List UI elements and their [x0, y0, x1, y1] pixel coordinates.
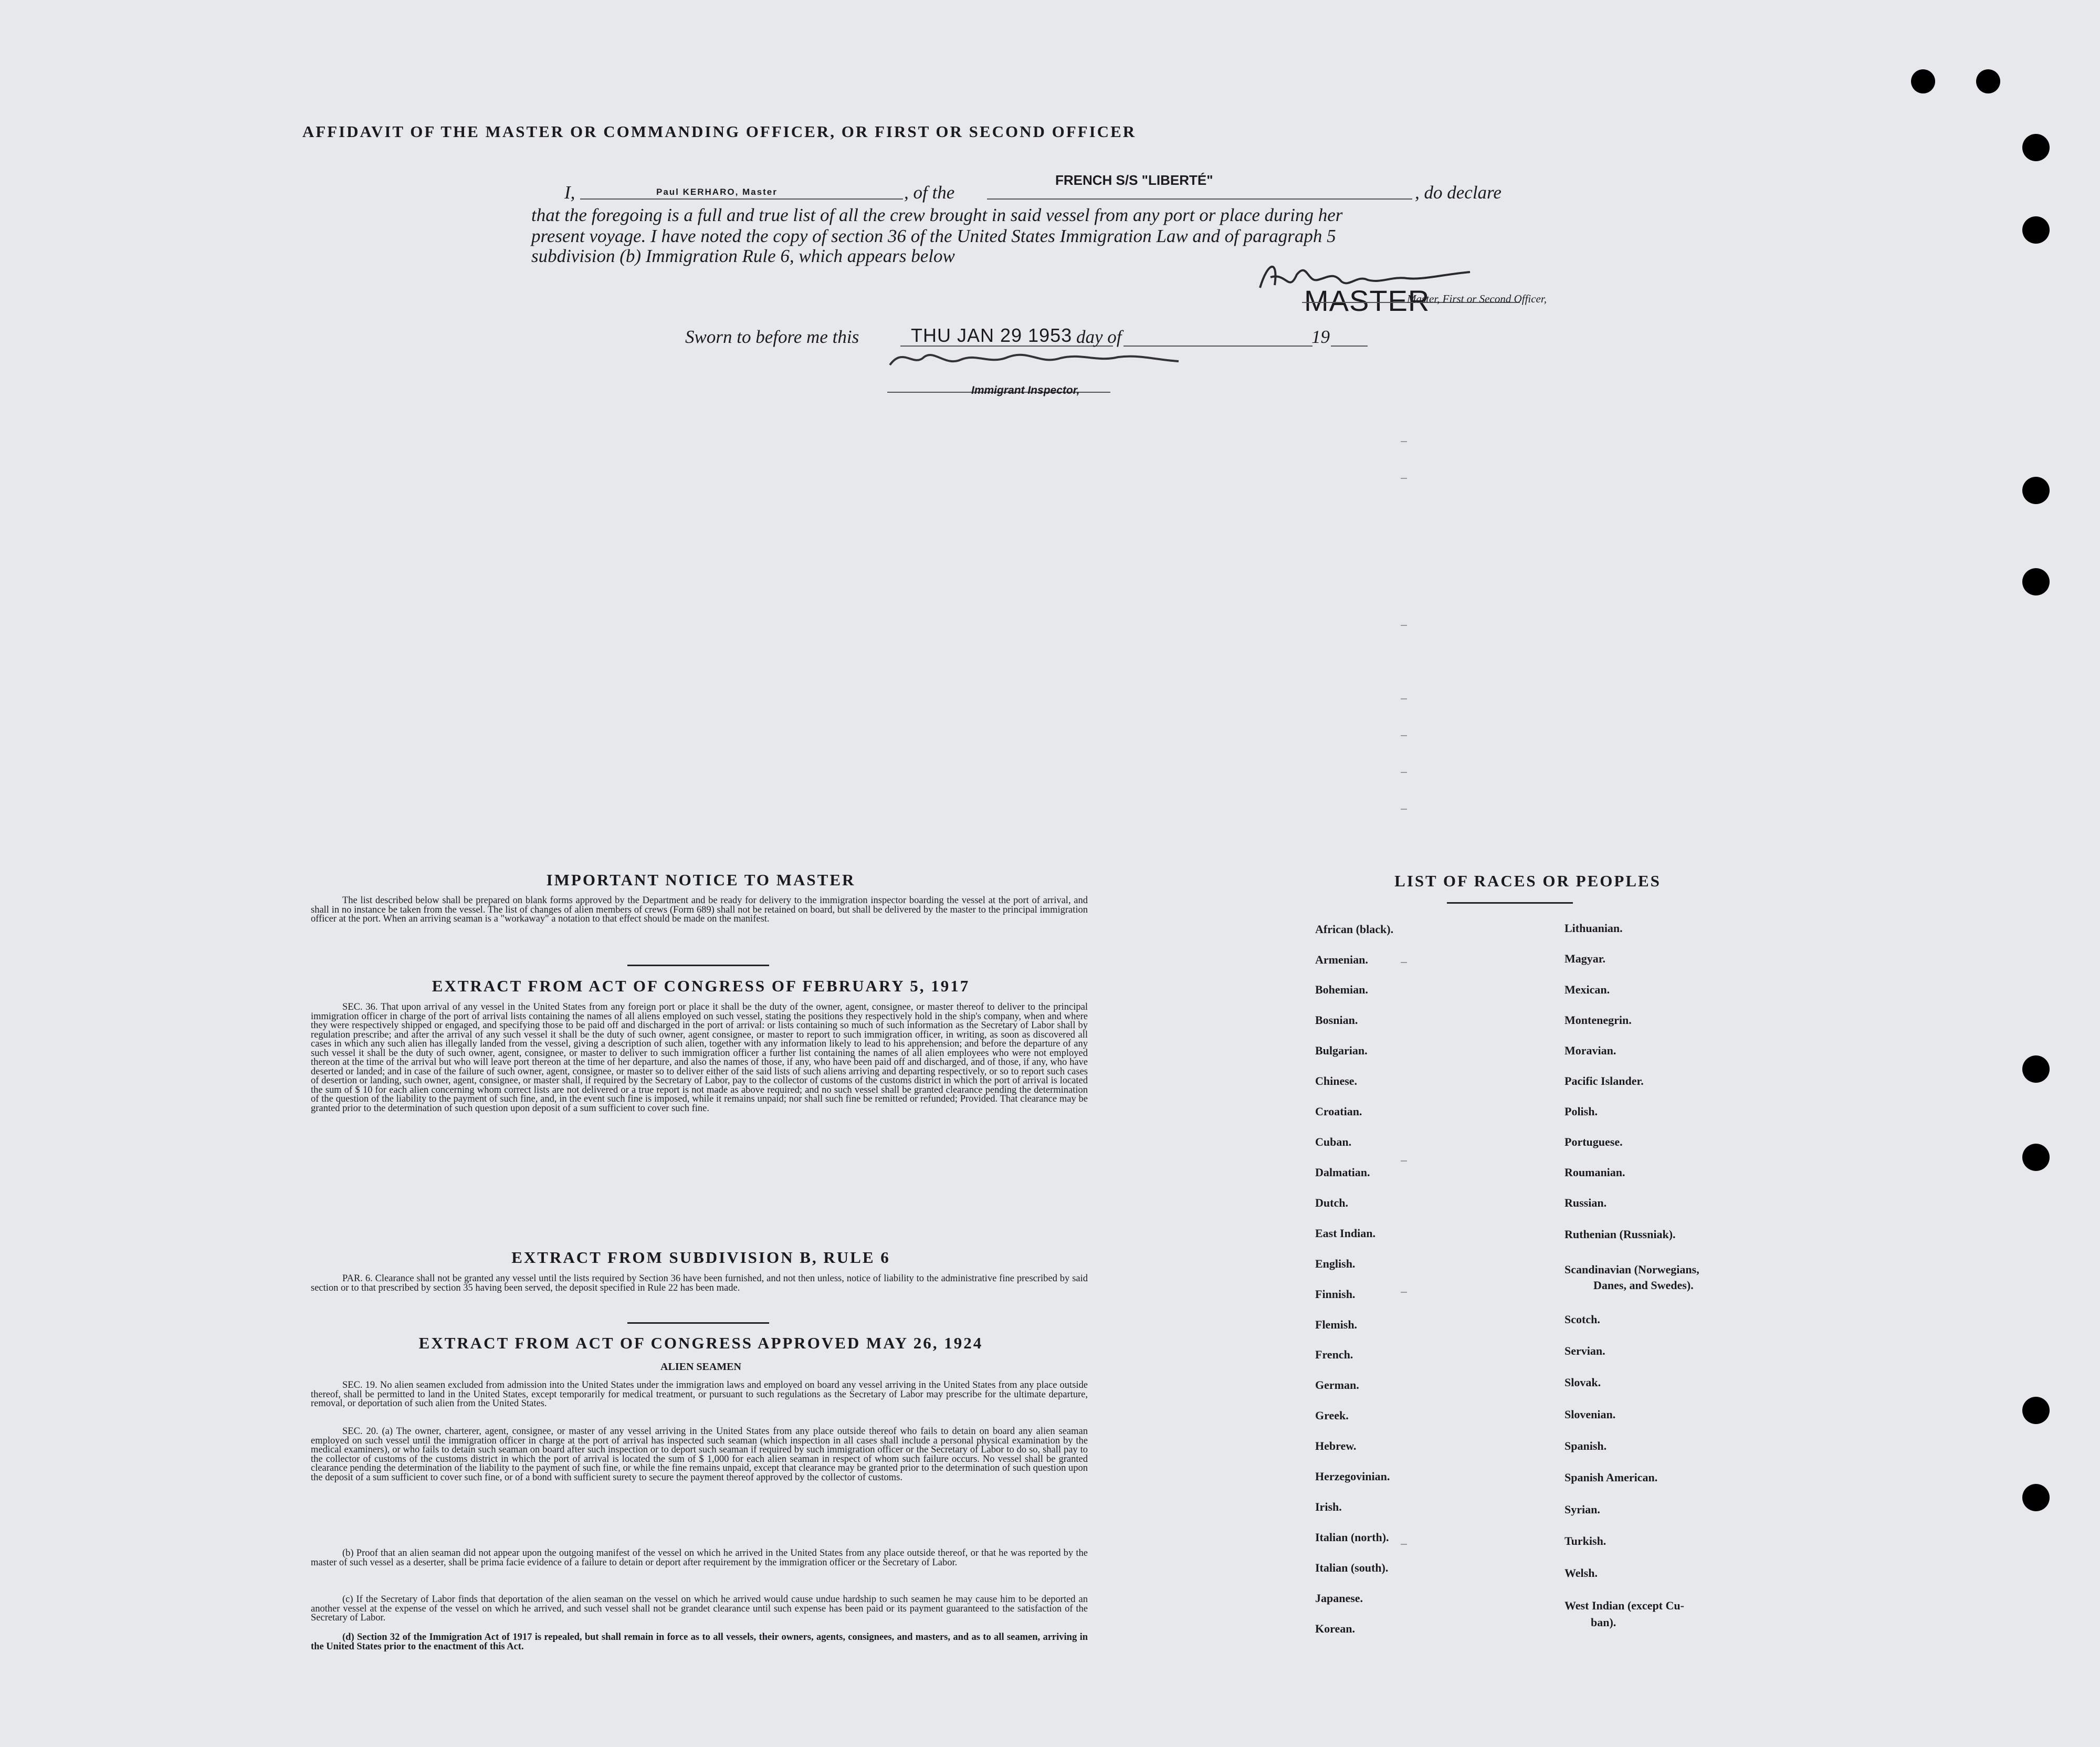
- race-right-item: Mexican.: [1564, 983, 1610, 996]
- master-stamp: MASTER: [1304, 284, 1430, 317]
- notice-body: The list described below shall be prepared on blank forms approved by the Department and be ready for delivery to the immigration inspector boarding the vessel at the port of arrival, and shall in no instance be taken from the vessel. The list of changes of alien members of crews (Form 689) shall not be retained on board, but shall be delivered by the master to the principal immigration officer at the port. When an arriving seaman is a "workaway" a notation to that effect should be made on the manifest.: [311, 895, 1088, 924]
- officer-name-line: [580, 198, 903, 200]
- punch-hole: [2022, 477, 2050, 504]
- ruling-dash: [1401, 1292, 1407, 1293]
- race-left-item: Croatian.: [1315, 1105, 1362, 1118]
- race-right-item: Scotch.: [1564, 1313, 1600, 1326]
- signature-caption: Master, First or Second Officer,: [1407, 292, 1547, 305]
- race-left-item: Flemish.: [1315, 1318, 1358, 1331]
- punch-hole: [2022, 1055, 2050, 1083]
- race-right-item: Lithuanian.: [1564, 922, 1623, 935]
- punch-hole: [2022, 134, 2050, 161]
- rule6-divider: [627, 1322, 769, 1324]
- race-left-item: African (black).: [1315, 923, 1394, 936]
- affidavit-line-1: that the foregoing is a full and true list of all the crew brought in said vessel from any port or place during her: [531, 205, 1343, 225]
- race-right-item: Slovenian.: [1564, 1408, 1616, 1421]
- inspector-caption: Immigrant Inspector,: [971, 384, 1080, 396]
- race-right-item: Moravian.: [1564, 1044, 1616, 1057]
- race-left-item: Korean.: [1315, 1622, 1355, 1635]
- race-left-item: Cuban.: [1315, 1135, 1352, 1148]
- affidavit-line-2: present voyage. I have noted the copy of section 36 of the United States Immigration Law and of paragraph 5: [531, 226, 1336, 246]
- race-right-item: Roumanian.: [1564, 1166, 1625, 1179]
- races-title: LIST OF RACES OR PEOPLES: [1394, 872, 1661, 890]
- extract-1924-sec20b: (b) Proof that an alien seaman did not appear upon the outgoing manifest of the vessel on which he arrived in the United States from any place outside thereof, or that he was reported by the master of such vessel as a deserter, shall be prima facie evidence of a failure to detain or deport after requirement by the immigration officer or the Secretary of Labor.: [311, 1548, 1088, 1568]
- race-left-item: East Indian.: [1315, 1227, 1376, 1240]
- race-right-item: Russian.: [1564, 1196, 1607, 1209]
- race-right-item: Servian.: [1564, 1344, 1605, 1357]
- race-right-item: Spanish American.: [1564, 1471, 1658, 1484]
- affidavit-line-3: subdivision (b) Immigration Rule 6, which appears below: [531, 246, 955, 266]
- race-left-item: Irish.: [1315, 1500, 1342, 1513]
- race-left-item: English.: [1315, 1257, 1356, 1270]
- race-right-item: Pacific Islander.: [1564, 1074, 1644, 1087]
- race-right-item: Syrian.: [1564, 1503, 1600, 1516]
- affidavit-title: AFFIDAVIT OF THE MASTER OR COMMANDING OFFICER, OR FIRST OR SECOND OFFICER: [302, 122, 1137, 141]
- extract-1924-subtitle: ALIEN SEAMEN: [660, 1361, 741, 1373]
- punch-hole: [1976, 69, 2000, 93]
- race-left-item: Dutch.: [1315, 1196, 1348, 1209]
- declare-label: , do declare: [1415, 182, 1502, 203]
- extract-1917-body: SEC. 36. That upon arrival of any vessel in the United States from any foreign port or place it shall be the duty of the owner, agent, consignee, or master thereof to deliver to the principal immigration officer in charge of the port of arrival lists containing the names of all aliens employed on such vessel, stating the positions they respectively hold in the ship's company, when and where they were respectively shipped or engaged, and specifying those to be paid off and discharged in the port of arrival: or lists containing so much of such information as the Secretary of Labor shall by regulation prescribe; and after the arrival of any such vessel it shall be the duty of such owner, agent consignee, or master to report to such immigration officer, in writing, as soon as discovered all cases in which any such alien has illegally landed from the vessel, giving a description of such alien, together with any information likely to lead to his apprehension; and before the departure of any such vessel it shall be the duty of such owner, agent, consignee, or master to deliver to such immigration officer a further list containing the names of all alien employees who were not employed thereon at the time of the arrival but who will leave port thereon at the time of her departure, and also the names of those, if any, who have been paid off and discharged, and of those, if any, who have deserted or landed; and in case of the failure of such owner, agent, consignee, or master so to deliver either of the said lists of such aliens arriving and departing respectively, or so to report such cases of desertion or landing, such owner, agent, consignee, or master shall, if required by the Secretary of Labor, pay to the collector of customs of the customs district in which the port of arrival is located the sum of $ 10 for each alien concerning whom correct lists are not delivered or a true report is not made as above required; and no such vessel shall be granted clearance pending the determination of the question of the liability to the payment of such fine, and, in the event such fine is imposed, while it remains unpaid; nor shall such fine be remitted or refunded; Provided. That clearance may be granted prior to the determination of such question upon deposit of a sum sufficient to cover such fine.: [311, 1002, 1088, 1114]
- sworn-date-stamp: THU JAN 29 1953: [911, 325, 1073, 346]
- sworn-label: Sworn to before me this: [685, 327, 859, 347]
- extract-1924-sec19: SEC. 19. No alien seamen excluded from admission into the United States under the immigration laws and employed on board any vessel arriving in the United States from any place outside thereof, shall be permitted to land in the United States, except temporarily for medical treatment, or pursuant to such regulations as the Secretary of Labor may prescribe for the ultimate departure, removal, or deportation of such alien from the United States.: [311, 1380, 1088, 1409]
- race-right-item: Magyar.: [1564, 952, 1606, 965]
- race-left-item: Chinese.: [1315, 1074, 1358, 1087]
- notice-divider: [627, 965, 769, 966]
- race-left-item: Greek.: [1315, 1409, 1349, 1422]
- race-right-item: Welsh.: [1564, 1566, 1598, 1579]
- extract-1924-sec20a: SEC. 20. (a) The owner, charterer, agent, consignee, or master of any vessel arriving in the United States from any place outside thereof who fails to detain on board any alien seaman employed on such vessel until the immigration officer in charge at the port of arrival has inspected such seaman (which inspection in all cases shall include a personal physical examination by the medical examiners), or who fails to detain such seaman on board after such inspection or to deport such seaman if required by such immigration officer or the Secretary of Labor to do so, shall pay to the collector of customs of the customs district in which the port of arrival is located the sum of $ 1,000 for each alien seaman in respect of whom such failure occurs. No vessel shall be granted clearance pending the determination of the liability to the payment of such fine, or while the fine remains unpaid, except that clearance may be granted prior to the determination of such question upon the deposit of a sum sufficient to cover such fine, or of a bond with sufficient surety to secure the payment thereof approved by the collector of customs.: [311, 1426, 1088, 1483]
- ruling-dash: [1401, 772, 1407, 773]
- i-label: I,: [564, 182, 575, 203]
- extract-1917-title: EXTRACT FROM ACT OF CONGRESS OF FEBRUARY 5, 1917: [432, 977, 970, 995]
- race-left-item: French.: [1315, 1348, 1353, 1361]
- notice-title: IMPORTANT NOTICE TO MASTER: [546, 871, 856, 889]
- punch-hole: [2022, 1144, 2050, 1171]
- race-left-item: Armenian.: [1315, 953, 1368, 966]
- extract-rule6-body: PAR. 6. Clearance shall not be granted any vessel until the lists required by Section 36 have been furnished, and not then unless, notice of liability to the administrative fine prescribed by said section or to that prescribed by section 35 having been served, the deposit specified in Rule 22 has been made.: [311, 1273, 1088, 1293]
- officer-name: Paul KERHARO, Master: [656, 187, 778, 197]
- extract-1924-sec20d: (d) Section 32 of the Immigration Act of 1917 is repealed, but shall remain in force as to all vessels, their owners, agents, consignees, and masters, and as to all seamen, arriving in the United States prior to the enactment of this Act.: [311, 1632, 1088, 1652]
- punch-hole: [2022, 1397, 2050, 1424]
- ruling-dash: [1401, 1160, 1407, 1162]
- races-divider: [1447, 902, 1573, 904]
- race-right-item: Slovak.: [1564, 1376, 1601, 1389]
- race-right-item: Montenegrin.: [1564, 1013, 1632, 1027]
- inspector-signature: [882, 341, 1186, 378]
- race-left-item: Dalmatian.: [1315, 1166, 1370, 1179]
- punch-hole: [2022, 216, 2050, 244]
- punch-hole: [2022, 568, 2050, 595]
- race-left-item: Herzegovinian.: [1315, 1470, 1390, 1483]
- ruling-dash: [1401, 625, 1407, 626]
- year-prefix: 19: [1311, 327, 1330, 347]
- ruling-dash: [1401, 962, 1407, 963]
- extract-rule6-title: EXTRACT FROM SUBDIVISION B, RULE 6: [511, 1248, 890, 1267]
- race-right-item: Spanish.: [1564, 1439, 1607, 1452]
- race-left-item: Finnish.: [1315, 1288, 1356, 1301]
- race-left-item: Bulgarian.: [1315, 1044, 1368, 1057]
- vessel-name-line: [987, 198, 1412, 200]
- punch-hole: [1911, 69, 1935, 93]
- race-left-item: Japanese.: [1315, 1592, 1363, 1605]
- extract-1924-title: EXTRACT FROM ACT OF CONGRESS APPROVED MAY 26, 1924: [418, 1334, 983, 1352]
- race-right-item: Scandinavian (Norwegians,: [1564, 1263, 1699, 1276]
- ruling-dash: [1401, 698, 1407, 699]
- ruling-dash: [1401, 478, 1407, 479]
- race-right-item: West Indian (except Cu-: [1564, 1599, 1684, 1612]
- race-left-item: Bohemian.: [1315, 983, 1368, 996]
- ruling-dash: [1401, 1544, 1407, 1545]
- race-left-item: Bosnian.: [1315, 1013, 1358, 1027]
- ruling-dash: [1401, 441, 1407, 442]
- extract-1924-sec20c: (c) If the Secretary of Labor finds that deportation of the alien seaman on the vessel on which he arrived would cause undue hardship to such seamen he may cause him to be deported an another vessel at the expense of the vessel on which he arrived, and such vessel shall not be grandet clearance until such expense has been paid or its payment guaranteed to the satisfaction of the Secretary of Labor.: [311, 1594, 1088, 1623]
- race-right-item: Polish.: [1564, 1105, 1598, 1118]
- race-right-item: ban).: [1591, 1616, 1616, 1629]
- race-left-item: German.: [1315, 1378, 1359, 1392]
- ruling-dash: [1401, 809, 1407, 810]
- punch-hole: [2022, 1484, 2050, 1511]
- year-line: [1331, 346, 1368, 347]
- race-right-item: Turkish.: [1564, 1534, 1606, 1547]
- of-the-label: , of the: [904, 182, 955, 203]
- day-of-label: day of: [1076, 327, 1122, 347]
- race-right-item: Ruthenian (Russniak).: [1564, 1228, 1676, 1241]
- race-left-item: Italian (north).: [1315, 1531, 1389, 1544]
- ruling-dash: [1401, 735, 1407, 736]
- race-left-item: Hebrew.: [1315, 1439, 1357, 1452]
- race-right-item: Portuguese.: [1564, 1135, 1623, 1148]
- race-right-item: Danes, and Swedes).: [1593, 1279, 1694, 1292]
- race-left-item: Italian (south).: [1315, 1561, 1389, 1574]
- vessel-name: FRENCH S/S "LIBERTÉ": [1055, 172, 1213, 188]
